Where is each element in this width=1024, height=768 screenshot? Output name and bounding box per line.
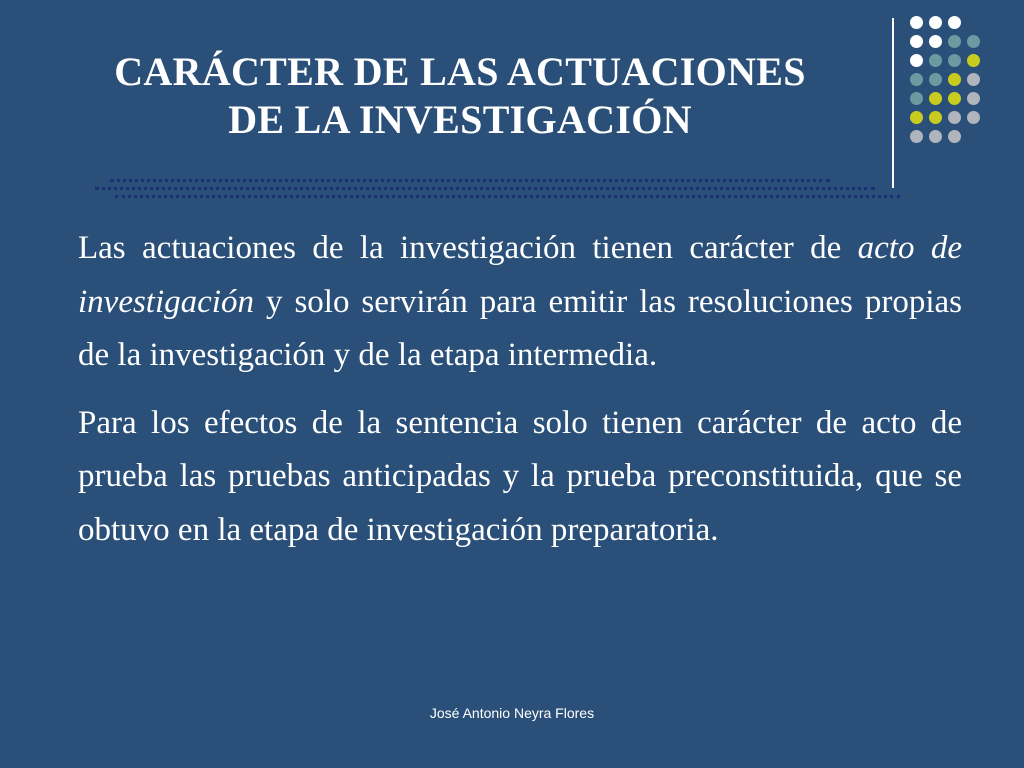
dot-gray [948, 130, 961, 143]
footer-author: José Antonio Neyra Flores [429, 705, 595, 721]
dot-white [910, 54, 923, 67]
dotted-rule-1 [110, 179, 830, 182]
dot-yellow [967, 54, 980, 67]
dotted-rule-3 [115, 195, 900, 198]
dot-teal [929, 54, 942, 67]
dot-white [910, 35, 923, 48]
dot-gray [967, 73, 980, 86]
paragraph-1-end: y solo servirán para emitir las resoluciones propias de la investigación y de la etapa intermedia. [78, 283, 962, 373]
dot-white [948, 16, 961, 29]
dot-teal [948, 35, 961, 48]
slide-body [78, 222, 962, 571]
dot-gray [929, 130, 942, 143]
paragraph-1-emphasis: acto de investigación [78, 230, 962, 320]
dot-gray [967, 92, 980, 105]
title-line-2: DE LA INVESTIGACIÓN [228, 97, 692, 142]
paragraph-2: Para los efectos de la sentencia solo tienen carácter de acto de prueba las pruebas anticipadas y la prueba preconstituida, que se obtuvo en la etapa de investigación preparatoria. [78, 404, 962, 548]
paragraph-1 [78, 222, 962, 383]
dot-gray [948, 111, 961, 124]
dot-teal [910, 73, 923, 86]
dot-gray [967, 111, 980, 124]
dot-yellow [948, 73, 961, 86]
dot-teal [948, 54, 961, 67]
title-line-1: CARÁCTER DE LAS ACTUACIONES [114, 49, 806, 94]
dot-white [910, 16, 923, 29]
dot-teal [929, 73, 942, 86]
dot-yellow [910, 111, 923, 124]
vertical-divider [892, 18, 894, 188]
dot-yellow [929, 92, 942, 105]
dot-yellow [929, 111, 942, 124]
slide-title [30, 48, 890, 144]
dot-gray [910, 130, 923, 143]
dotted-rule-2 [95, 187, 875, 190]
dot-yellow [948, 92, 961, 105]
dot-teal [967, 35, 980, 48]
dot-white [929, 16, 942, 29]
paragraph-1-start: Las actuaciones de la investigación tienen carácter de [78, 230, 858, 266]
dot-grid-decoration [910, 16, 1010, 166]
dot-white [929, 35, 942, 48]
dot-teal [910, 92, 923, 105]
